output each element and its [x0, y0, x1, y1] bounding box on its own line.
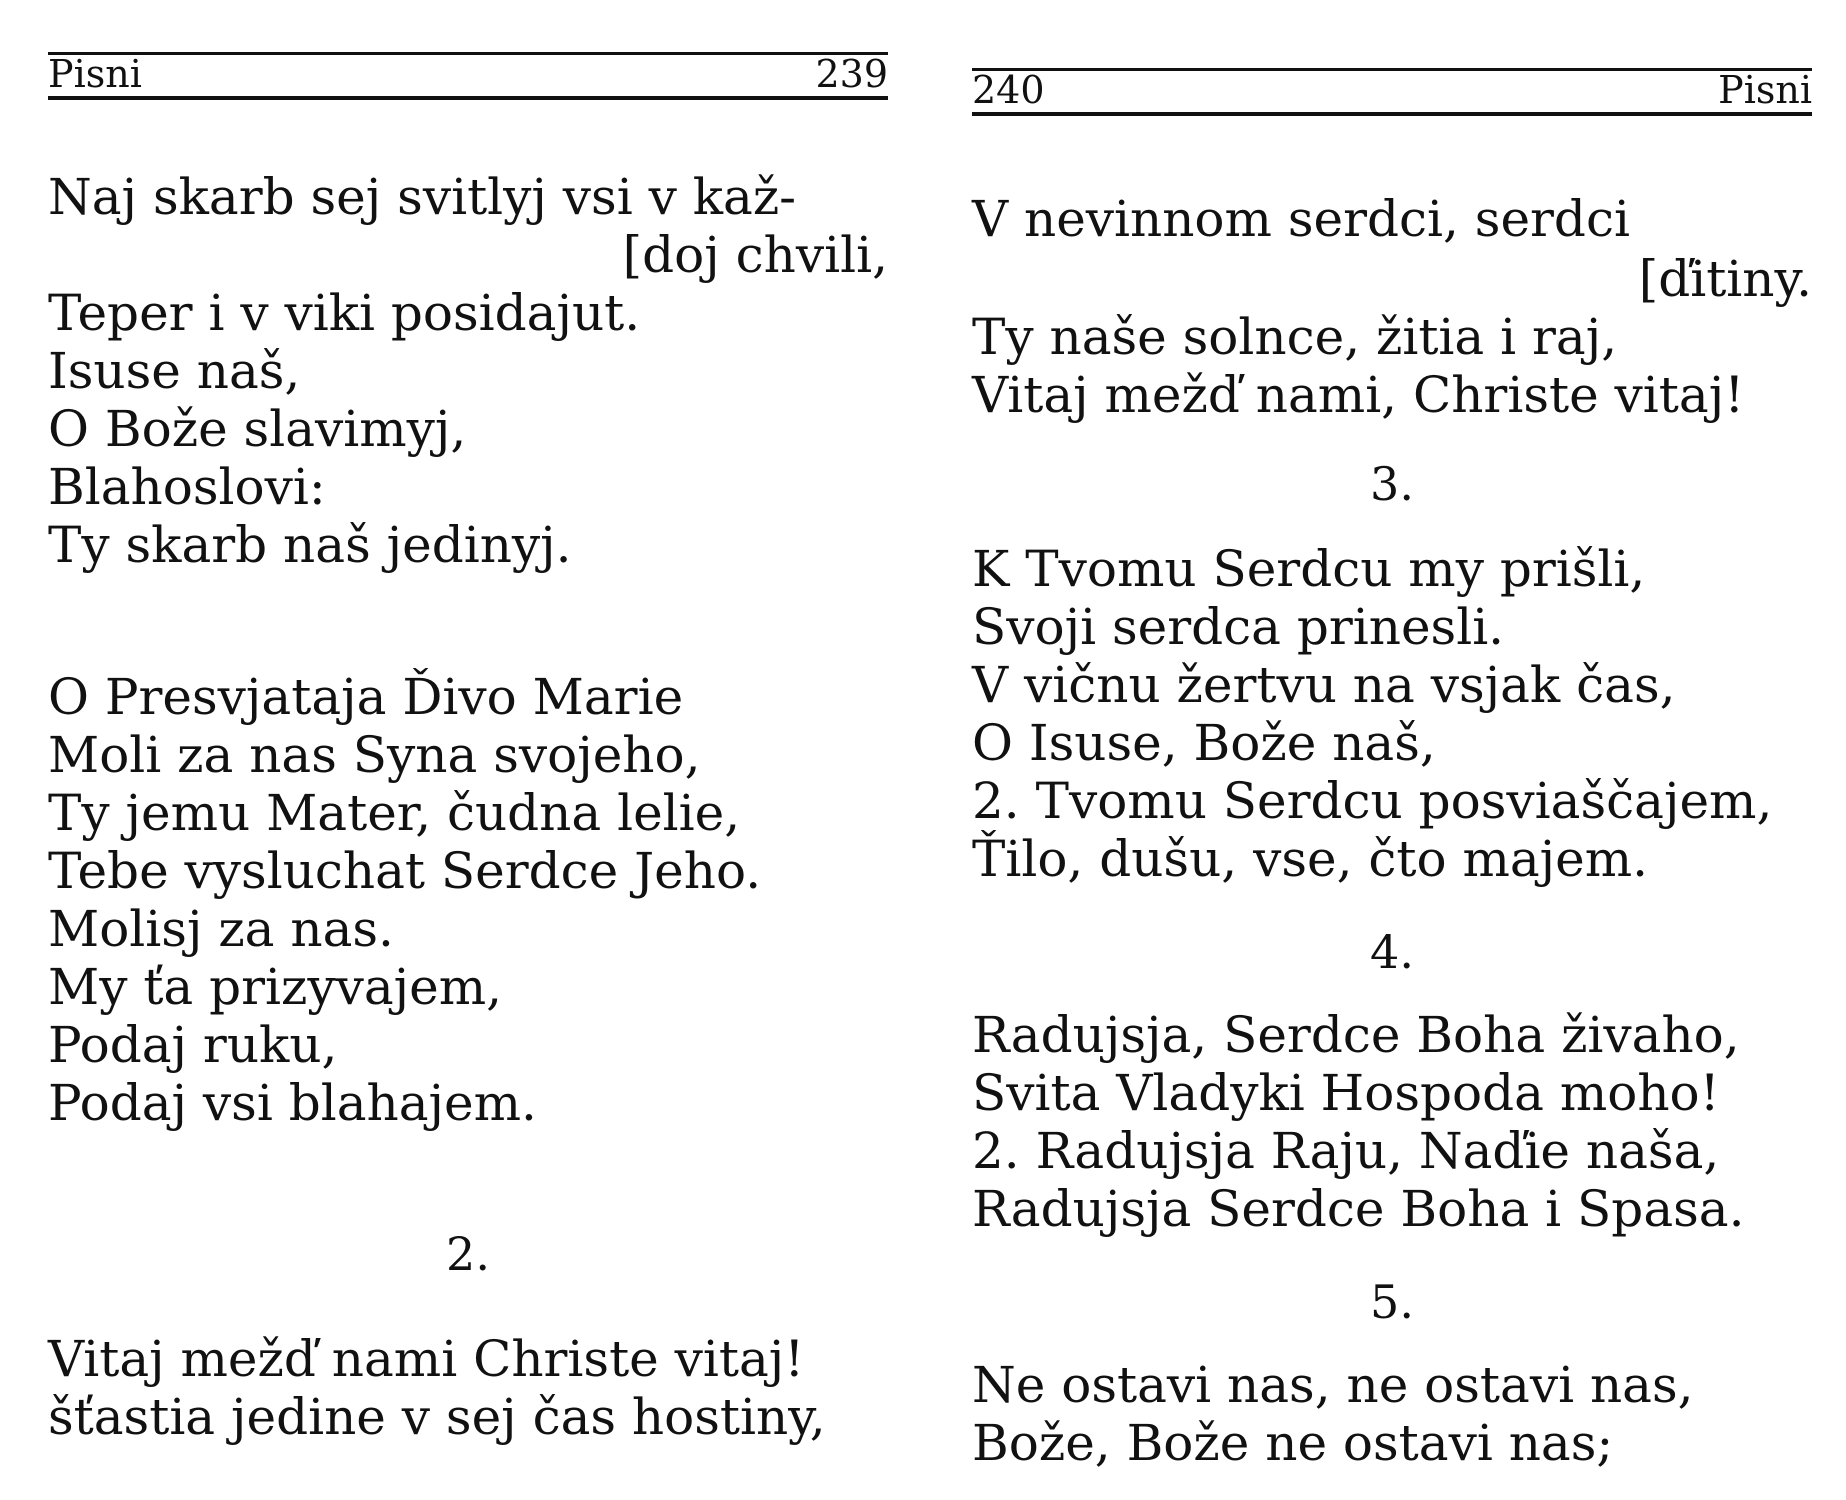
verse-line: Tebe vysluchat Serdce Jeho.	[48, 842, 762, 900]
stanza-number: 2.	[446, 1227, 490, 1281]
header-rule-top	[972, 68, 1812, 71]
running-title: Pisni	[1718, 68, 1812, 112]
verse-line: Molisj za nas.	[48, 900, 394, 958]
stanza-number: 5.	[1370, 1275, 1414, 1329]
header-rule-bottom	[48, 96, 888, 100]
verse-line: Naj skarb sej svitlyj vsi v kaž-	[48, 168, 797, 226]
verse-line: Ty skarb naš jedinyj.	[48, 516, 572, 574]
verse-line: Svoji serdca prinesli.	[972, 598, 1505, 656]
verse-line: Svita Vladyki Hospoda moho!	[972, 1064, 1720, 1122]
verse-line: Moli za nas Syna svojeho,	[48, 726, 701, 784]
verse-line: O Isuse, Bože naš,	[972, 714, 1436, 772]
running-title: Pisni	[48, 52, 142, 96]
verse-line: Radujsja, Serdce Boha živaho,	[972, 1006, 1740, 1064]
verse-line: Podaj ruku,	[48, 1016, 338, 1074]
left-page-header	[48, 50, 888, 94]
verse-line: V vičnu žertvu na vsjak čas,	[972, 656, 1676, 714]
verse-line: Blahoslovi:	[48, 458, 326, 516]
verse-line-continuation: [ďitiny.	[1638, 250, 1812, 308]
verse-line: O Bože slavimyj,	[48, 400, 467, 458]
verse-line: Vitaj mežď nami Christe vitaj!	[48, 1330, 805, 1388]
verse-line-continuation: [doj chvili,	[622, 226, 888, 284]
page-number: 240	[972, 68, 1045, 112]
verse-line: Ne ostavi nas, ne ostavi nas,	[972, 1356, 1694, 1414]
verse-line: Bože, Bože ne ostavi nas;	[972, 1414, 1614, 1472]
page-number: 239	[815, 52, 888, 96]
verse-line: Vitaj mežď nami, Christe vitaj!	[972, 366, 1745, 424]
verse-line: 2. Tvomu Serdcu posviaščajem,	[972, 772, 1773, 830]
verse-line: Ty naše solnce, žitia i raj,	[972, 308, 1618, 366]
verse-line: O Presvjataja Ďivo Marie	[48, 668, 684, 726]
verse-line: Teper i v viki posidajut.	[48, 284, 641, 342]
stanza-number: 4.	[1370, 925, 1414, 979]
verse-line: Isuse naš,	[48, 342, 301, 400]
verse-line: My ťa prizyvajem,	[48, 958, 503, 1016]
verse-line: šťastia jedine v sej čas hostiny,	[48, 1388, 826, 1446]
header-rule-bottom	[972, 112, 1812, 116]
verse-line: Ťilo, dušu, vse, čto majem.	[972, 830, 1649, 888]
verse-line: Ty jemu Mater, čudna lelie,	[48, 784, 741, 842]
header-rule-top	[48, 52, 888, 55]
verse-line: Radujsja Serdce Boha i Spasa.	[972, 1180, 1745, 1238]
verse-line: V nevinnom serdci, serdci	[972, 190, 1630, 248]
stanza-number: 3.	[1370, 457, 1414, 511]
verse-line: K Tvomu Serdcu my prišli,	[972, 540, 1646, 598]
right-page-header	[972, 66, 1812, 110]
verse-line: 2. Radujsja Raju, Naďie naša,	[972, 1122, 1720, 1180]
verse-line: Podaj vsi blahajem.	[48, 1074, 537, 1132]
